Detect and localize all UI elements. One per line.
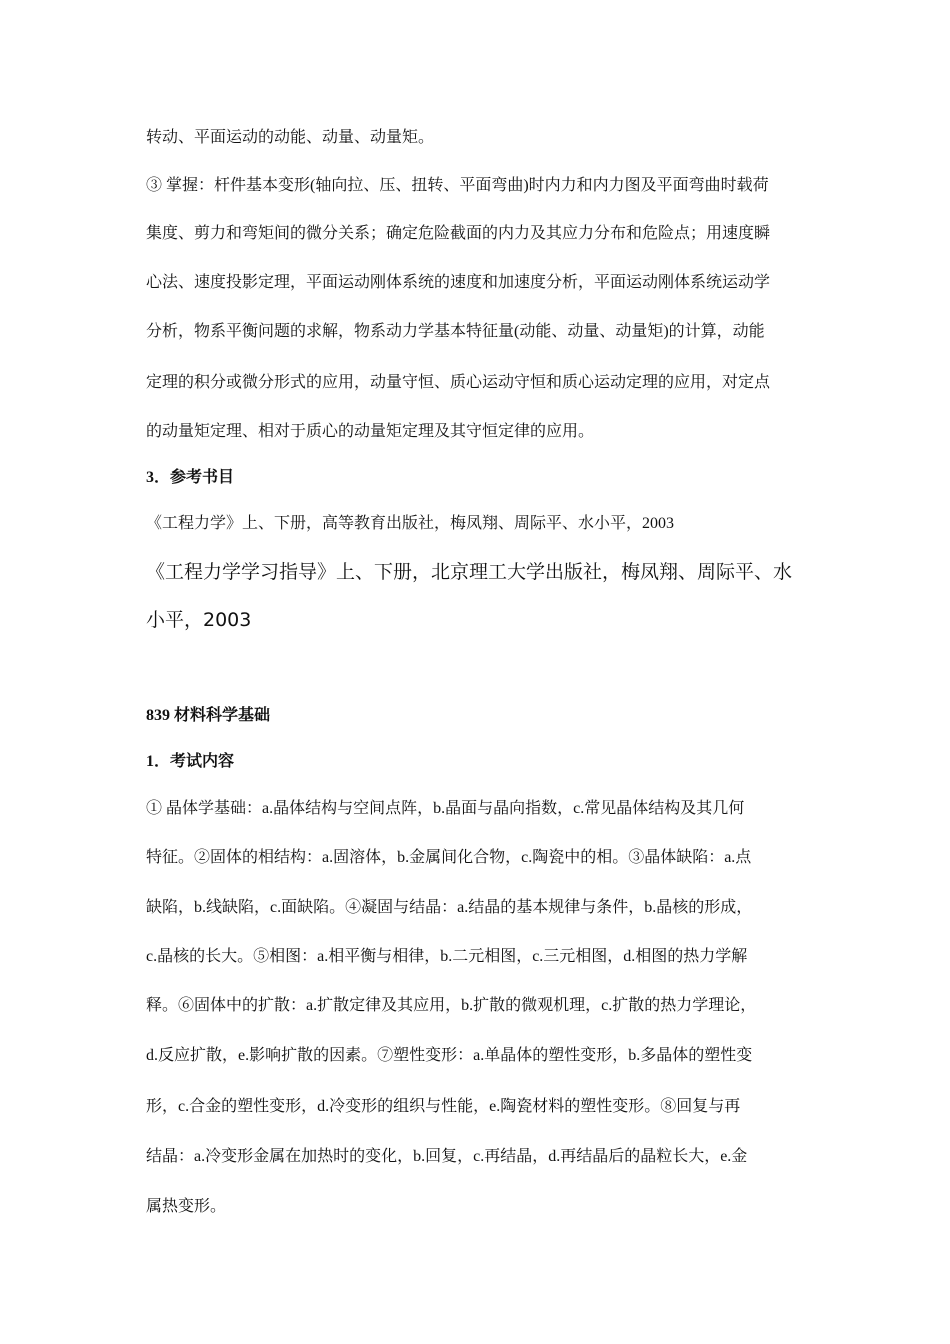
reference-item: 《工程力学》上、下册，高等教育出版社，梅凤翔、周际平、水小平，2003 xyxy=(146,515,675,532)
paragraph-line: c.晶核的长大。⑤相图：a.相平衡与相律，b.二元相图，c.三元相图，d.相图的热力学解 xyxy=(146,948,748,965)
subject-title: 839 材料科学基础 xyxy=(146,707,271,724)
paragraph-line: ③ 掌握：杆件基本变形(轴向拉、压、扭转、平面弯曲)时内力和内力图及平面弯曲时载荷 xyxy=(146,177,769,194)
paragraph-line: 缺陷，b.线缺陷，c.面缺陷。④凝固与结晶：a.结晶的基本规律与条件，b.晶核的形成， xyxy=(146,899,753,916)
paragraph-line: 定理的积分或微分形式的应用，动量守恒、质心运动守恒和质心运动定理的应用，对定点 xyxy=(146,374,771,391)
paragraph-line: 转动、平面运动的动能、动量、动量矩。 xyxy=(146,129,435,146)
paragraph-line: 属热变形。 xyxy=(146,1198,227,1215)
paragraph-line: 的动量矩定理、相对于质心的动量矩定理及其守恒定律的应用。 xyxy=(146,423,595,440)
reference-item: 《工程力学学习指导》上、下册，北京理工大学出版社，梅凤翔、周际平、水 xyxy=(146,561,793,583)
paragraph-line: 释。⑥固体中的扩散：a.扩散定律及其应用，b.扩散的微观机理，c.扩散的热力学理论， xyxy=(146,997,757,1014)
paragraph-line: 特征。②固体的相结构：a.固溶体，b.金属间化合物，c.陶瓷中的相。③晶体缺陷：a.点 xyxy=(146,849,752,866)
paragraph-line: 结晶：a.冷变形金属在加热时的变化，b.回复，c.再结晶，d.再结晶后的晶粒长大，e.金 xyxy=(146,1148,748,1165)
reference-item-continued: 小平，2003 xyxy=(146,609,252,631)
paragraph-line: 集度、剪力和弯矩间的微分关系；确定危险截面的内力及其应力分布和危险点；用速度瞬 xyxy=(146,225,771,242)
paragraph-line: 心法、速度投影定理，平面运动刚体系统的速度和加速度分析，平面运动刚体系统运动学 xyxy=(146,274,771,291)
paragraph-line: d.反应扩散，e.影响扩散的因素。⑦塑性变形：a.单晶体的塑性变形，b.多晶体的塑性变 xyxy=(146,1047,753,1064)
reference-heading: 3．参考书目 xyxy=(146,469,235,486)
paragraph-line: 分析，物系平衡问题的求解，物系动力学基本特征量(动能、动量、动量矩)的计算，动能 xyxy=(146,323,765,340)
paragraph-line: ① 晶体学基础：a.晶体结构与空间点阵，b.晶面与晶向指数，c.常见晶体结构及其几何 xyxy=(146,800,745,817)
paragraph-line: 形，c.合金的塑性变形，d.冷变形的组织与性能，e.陶瓷材料的塑性变形。⑧回复与再 xyxy=(146,1098,741,1115)
section-heading: 1．考试内容 xyxy=(146,753,235,770)
